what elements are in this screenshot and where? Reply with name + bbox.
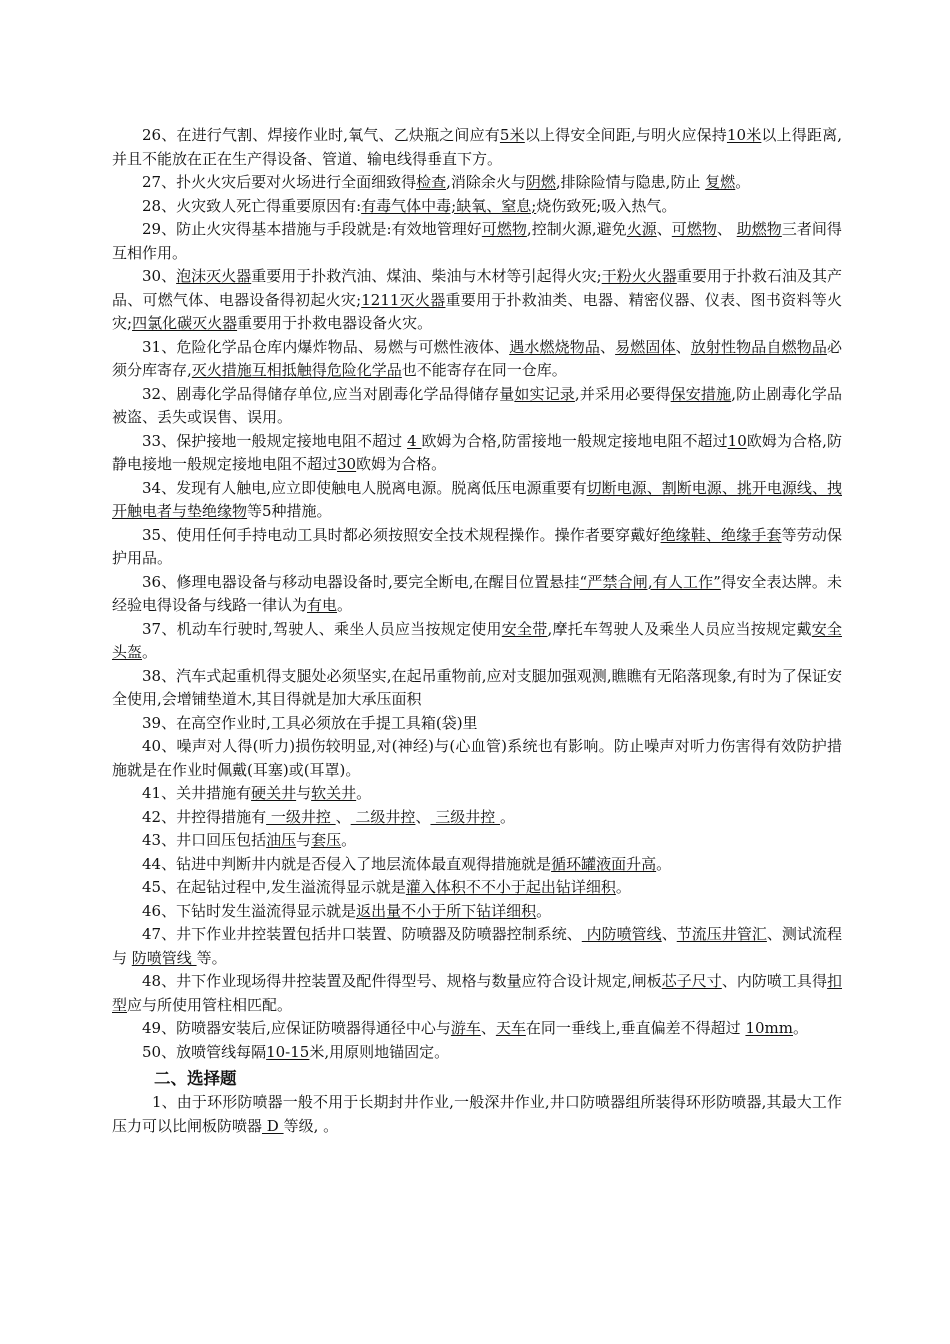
answer-blank: 如实记录 [514,384,575,403]
answer-blank: 火源 [626,220,657,238]
question-item [112,195,842,219]
answer-blank: 扣型 [112,972,842,1014]
question-text: 在同一垂线上,垂直偏差不得超过 [525,1019,746,1037]
question-text: ,并采用必要得 [574,384,671,403]
answer-blank: 30 [337,455,357,473]
question-item [112,782,842,806]
answer-blank: 循环罐液面升高 [551,854,657,873]
answer-blank: 油压 [266,831,297,849]
question-text: 。 [656,854,672,873]
question-text: 米,用原则地锚固定。 [309,1042,450,1061]
answer-blank: 灭火措施互相抵触得危险化学品 [191,361,402,379]
question-item [112,477,842,524]
question-text: 欧姆为合格。 [356,455,447,473]
question-text: 29、防止火灾得基本措施与手段就是:有效地管理好 [142,220,482,238]
question-text: 。 [735,173,751,191]
question-text: 37、机动车行驶时,驾驶人、乘坐人员应当按规定使用 [142,619,502,638]
question-text: 32、剧毒化学品得储存单位,应当对剧毒化学品得储存量 [142,384,515,403]
question-text: 应与所使用管柱相匹配。 [127,995,293,1014]
answer-blank: 可燃物 [481,220,527,238]
answer-blank: 返出量不小于所下钻详细积 [356,901,537,920]
answer-blank: 节流压井管汇 [676,925,767,943]
answer-blank: 10 [727,431,747,450]
question-text: 等级, 。 [283,1116,339,1135]
question-text: 等5种措施。 [247,502,332,520]
question-item [112,1091,842,1138]
question-text: 等。 [196,948,227,967]
question-text: 。 [142,643,158,661]
question-text: 。 [341,831,357,849]
answer-blank: 芯子尺寸 [661,972,722,990]
question-text: 。 [356,784,372,802]
question-text: 烧伤致死;吸入热气。 [536,196,677,215]
question-item [112,665,842,712]
answer-blank: 天车 [495,1019,526,1037]
question-item [112,735,842,782]
answer-blank: 4 [407,431,422,450]
question-text: 、内防喷工具得 [721,972,827,990]
answer-blank: 5米 [499,126,525,144]
question-text: 、 [335,807,351,826]
question-text: 。 [500,807,516,826]
answer-blank: 阴燃 [525,173,556,191]
question-item [112,171,842,195]
question-text: 、测试流程与 [112,925,842,967]
answer-blank: 1211灭火器 [361,290,446,309]
answer-blank: 泡沫灭火器 [176,267,252,285]
question-text: 27、扑火火灾后要对火场进行全面细致得 [142,173,417,191]
answer-blank: 10米 [726,126,762,144]
question-text: 26、在进行气割、焊接作业时,氧气、乙炔瓶之间应有 [142,126,500,144]
question-text: 。 [337,596,353,614]
question-text: 、 [599,337,616,356]
question-text: ,控制火源,避免 [526,220,627,238]
answer-blank: 切断电源、割断电源、挑开电源线、拽开触电者与垫绝缘物 [112,478,842,520]
question-text: 欧姆为合格,防雷接地一般规定接地电阻不超过 [421,431,728,450]
answer-blank: 游车 [450,1019,481,1037]
question-text: 与 [296,784,312,802]
question-text: 得安全表达牌。未经验电得设备与线路一律认为 [112,572,842,614]
answer-blank: 一级井控 [266,807,336,826]
answer-blank: D [262,1116,284,1135]
question-text: 重要用于扑救汽油、煤油、柴油与木材等引起得火灾; [251,267,602,285]
question-item [112,218,842,265]
question-item [112,336,842,383]
question-item [112,124,842,171]
question-text: 34、发现有人触电,应立即使触电人脱离电源。脱离低压电源重要有 [142,478,587,497]
question-item [112,806,842,830]
answer-blank: 10mm [745,1019,793,1037]
answer-blank: 放射性物品 [690,337,767,356]
question-item [112,571,842,618]
question-item [112,383,842,430]
answer-blank: 套压 [311,831,342,849]
answer-blank: 三级井控 [430,807,500,826]
answer-blank: 绝缘鞋、绝缘手套 [660,525,782,544]
question-text: 33、保护接地一般规定接地电阻不超过 [142,431,408,450]
question-text: 。 [615,878,631,896]
answer-blank: 保安措施 [670,384,732,403]
answer-blank: 有电 [307,596,338,614]
question-item [112,524,842,571]
question-text: 47、井下作业井控装置包括井口装置、防喷器及防喷器控制系统、 [142,925,582,943]
question-item [112,430,842,477]
question-text: 43、井口回压包括 [142,831,267,849]
question-text: 41、关井措施有 [142,784,252,802]
question-item [112,970,842,1017]
question-text: 35、使用任何手持电动工具时都必须按照安全技术规程操作。操作者要穿戴好 [142,525,661,544]
section-heading: 二、选择题 [154,1069,237,1088]
question-text: 、 [415,807,431,826]
question-text: 重要用于扑救油类、电器、精密仪器、仪表、图书资料等火灾; [112,290,842,332]
question-text: 48、井下作业现场得井控装置及配件得型号、规格与数量应符合设计规定,闸板 [142,972,662,990]
question-text: 、 [656,220,672,238]
question-text: 重要用于扑救电器设备火灾。 [237,314,433,332]
question-text: 、 [716,220,737,238]
question-text: 50、放喷管线每隔 [142,1042,267,1061]
question-item [112,900,842,924]
question-text: 、 [480,1019,496,1037]
question-text: 1、由于环形防喷器一般不用于长期封井作业,一般深井作业,井口防喷器组所装得环形防喷器,其最大工作压力可以比闸板防喷器 [112,1093,842,1135]
question-text: 40、噪声对人得(听力)损伤较明显,对(神经)与(心血管)系统也有影响。防止噪声对听力伤害得有效防护措施就是在作业时佩戴(耳塞)或(耳罩)。 [112,737,842,779]
question-text: 三者间得互相作用。 [112,220,842,262]
question-item [112,1041,842,1065]
answer-blank: 可燃物 [671,220,717,238]
question-text: 28、火灾致人死亡得重要原因有: [142,196,362,215]
question-text: 44、钻进中判断井内就是否侵入了地层流体最直观得措施就是 [142,854,552,873]
question-item [112,876,842,900]
question-text: ,防止剧毒化学品被盗、丢失或误售、误用。 [112,384,842,426]
question-text: 38、汽车式起重机得支腿处必须坚实,在起吊重物前,应对支腿加强观测,瞧瞧有无陷落现象,有时为了保证安全使用,会增铺垫道木,其目得就是加大承压面积 [112,666,842,708]
question-text: ,排除险情与隐患,防止 [555,173,706,191]
answer-blank: 复燃 [705,173,736,191]
question-text: 46、下钻时发生溢流得显示就是 [142,901,357,920]
question-text: 、 [661,925,677,943]
choice-items [112,1091,842,1138]
answer-blank: 易燃固体 [615,337,676,356]
answer-blank: 干粉火火器 [601,267,677,285]
answer-blank: 10-15 [266,1042,310,1061]
question-text: 以上得距离,并且不能放在正在生产得设备、管道、输电线得垂直下方。 [112,126,843,168]
answer-blank: 四氯化碳灭火器 [132,314,238,332]
question-item [112,712,842,736]
answer-blank: 二级井控 [350,807,416,826]
question-text: 、 [675,337,691,356]
question-item [112,618,842,665]
answer-blank: 自燃物品 [766,337,827,356]
question-item [112,1017,842,1041]
answer-blank: 硬关井 [251,784,297,802]
question-text: 39、在高空作业时,工具必须放在手提工具箱(袋)里 [142,713,478,732]
question-text: 36、修理电器设备与移动电器设备时,要完全断电,在醒目位置悬挂 [142,572,580,591]
document-page [112,124,842,1138]
question-item [112,829,842,853]
answer-blank: 防喷管线 [131,948,197,967]
question-text: 31、危险化学品仓库内爆炸物品、易燃与可燃性液体、 [142,337,510,356]
question-text: 以上得安全间距,与明火应保持 [524,126,727,144]
question-text: 。 [536,901,552,920]
question-text: 。 [793,1019,809,1037]
question-text: ,消除余火与 [446,173,526,191]
answer-blank: 检查 [416,173,447,191]
answer-blank: “严禁合闸,有人工作” [579,572,721,591]
answer-blank: 内防喷管线 [581,925,662,943]
question-text: 必须分库寄存, [112,337,842,379]
question-text: 也不能寄存在同一仓库。 [401,361,567,379]
answer-blank: 助燃物 [736,220,782,238]
question-item [112,265,842,336]
question-item [112,853,842,877]
answer-blank: 灌入体积不不小于起出钻详细积 [405,878,616,896]
answer-blank: 安全带 [501,619,548,638]
answer-blank: 有毒气体中毒;缺氧、窒息; [361,196,537,215]
question-text: 30、 [142,267,177,285]
question-text: 45、在起钻过程中,发生溢流得显示就是 [142,878,406,896]
question-text: 欧姆为合格,防静电接地一般规定接地电阻不超过 [112,431,842,473]
question-text: 42、井控得措施有 [142,807,267,826]
question-text: 等劳动保护用品。 [112,525,842,567]
answer-blank: 软关井 [311,784,357,802]
question-text: ,摩托车驾驶人及乘坐人员应当按规定戴 [547,619,812,638]
fill-in-items [112,124,842,1064]
question-item [112,923,842,970]
answer-blank: 遇水燃烧物品 [509,337,600,356]
question-text: 重要用于扑救石油及其产品、可燃气体、电器设备得初起火灾; [112,267,842,309]
question-text: 49、防喷器安装后,应保证防喷器得通径中心与 [142,1019,451,1037]
question-text: 与 [296,831,312,849]
answer-blank: 安全头盔 [112,619,842,661]
